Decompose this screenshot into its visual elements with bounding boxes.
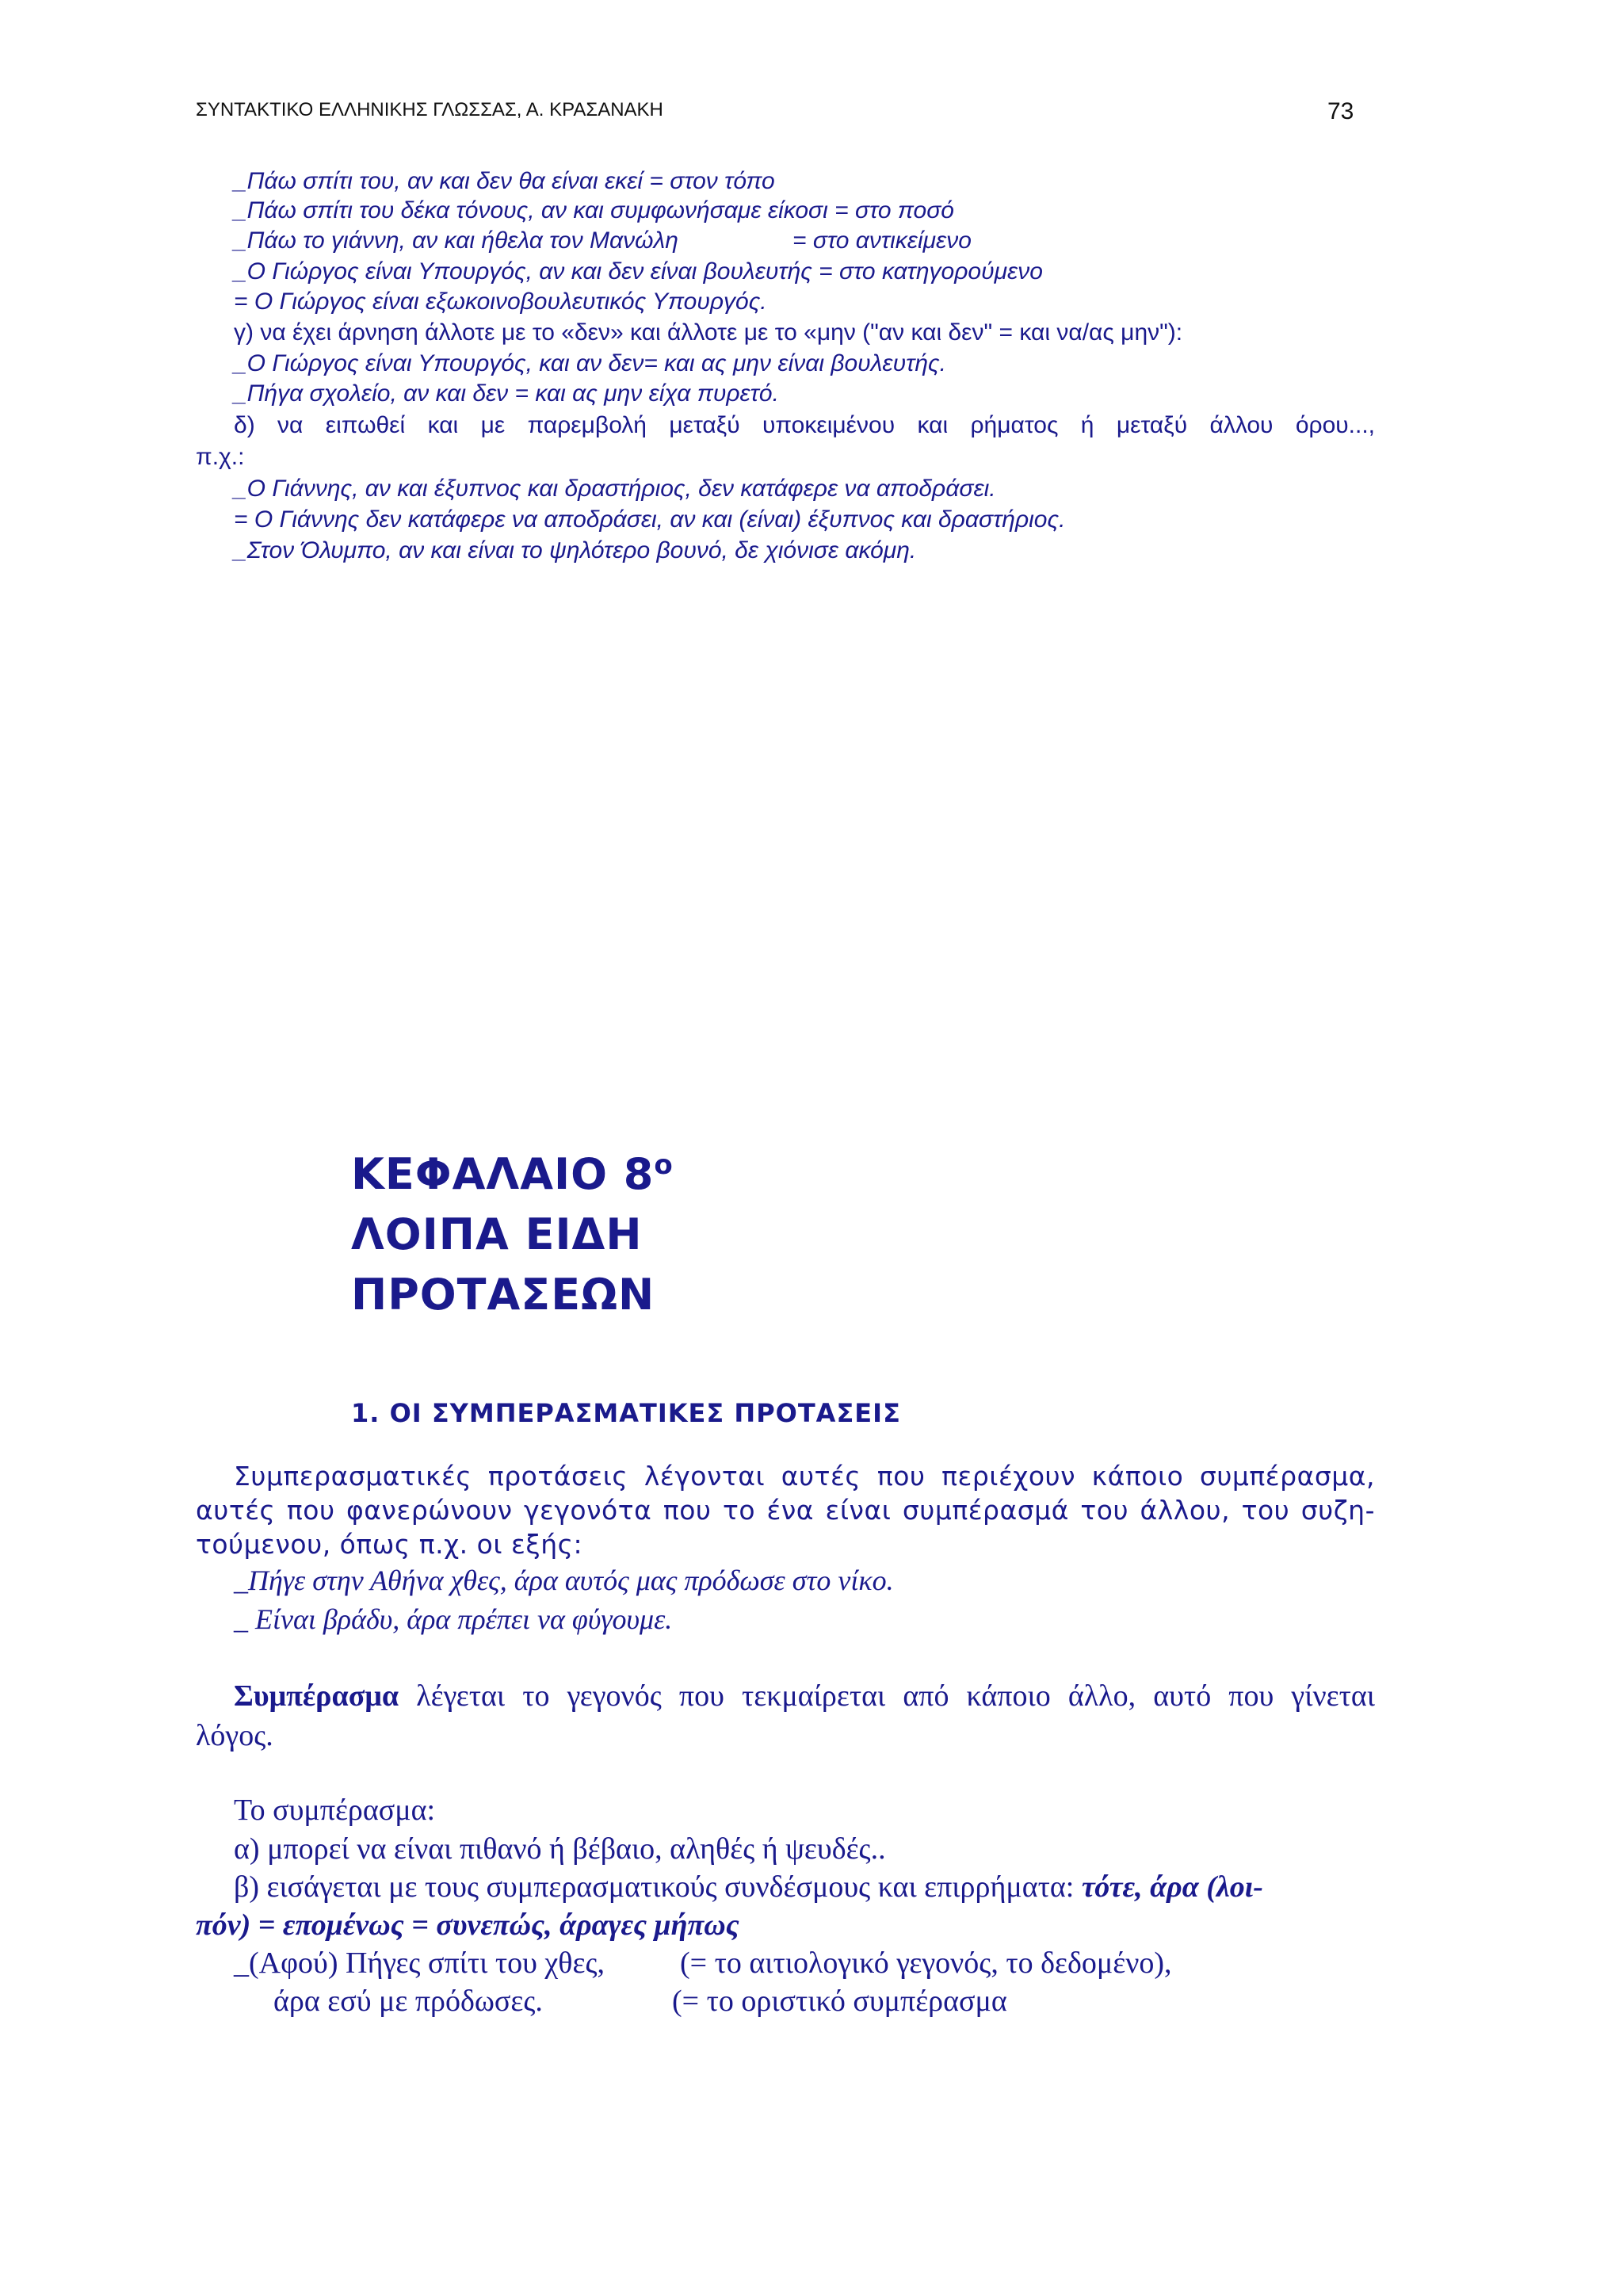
paragraph-line: αυτές που φανερώνουν γεγονότα που το ένα είναι συμπέρασμά του άλλου, του συζη- bbox=[196, 1495, 1375, 1526]
example-line: = Ο Γιώργος είναι εξωκοινοβουλευτικός Υπουργός. bbox=[234, 288, 767, 315]
definition-line: λόγος. bbox=[196, 1719, 273, 1752]
page-number: 73 bbox=[1327, 98, 1354, 124]
example-annotation: (= το αιτιολογικό γεγονός, το δεδομένο), bbox=[680, 1946, 1172, 1980]
example-line: _ Είναι βράδυ, άρα πρέπει να φύγουμε. bbox=[234, 1603, 673, 1635]
example-line: _Πάω σπίτι του, αν και δεν θα είναι εκεί = στον τόπο bbox=[234, 168, 775, 194]
notes-item-a: α) μπορεί να είναι πιθανό ή βέβαιο, αληθές ή ψευδές.. bbox=[234, 1832, 886, 1866]
rule-line-continuation: π.χ.: bbox=[196, 444, 245, 470]
notes-item-b-continuation: πόν) = επομένως = συνεπώς, άραγες μήπως bbox=[196, 1908, 739, 1942]
example-line: άρα εσύ με πρόδωσες. bbox=[273, 1985, 543, 2018]
rule-line: γ) να έχει άρνηση άλλοτε με το «δεν» και άλλοτε με το «μην ("αν και δεν" = και να/ας μην"): bbox=[234, 319, 1183, 346]
running-header: ΣΥΝΤΑΚΤΙΚΟ ΕΛΛΗΝΙΚΗΣ ΓΛΩΣΣΑΣ, Α. ΚΡΑΣΑΝΑΚΗ bbox=[196, 99, 663, 120]
example-line: _Πάω σπίτι του δέκα τόνους, αν και συμφωνήσαμε είκοσι = στο ποσό bbox=[234, 197, 954, 223]
example-line: _Ο Γιώργος είναι Υπουργός, αν και δεν είναι βουλευτής = στο κατηγορούμενο bbox=[234, 258, 1043, 285]
section-heading: 1. ΟΙ ΣΥΜΠΕΡΑΣΜΑΤΙΚΕΣ ΠΡΟΤΑΣΕΙΣ bbox=[351, 1398, 901, 1428]
paragraph-line: τούμενου, όπως π.χ. οι εξής: bbox=[196, 1529, 583, 1560]
example-line: _Ο Γιώργος είναι Υπουργός, και αν δεν= και ας μην είναι βουλευτής. bbox=[234, 350, 946, 376]
definition-term: Συμπέρασμα bbox=[234, 1679, 399, 1713]
definition-line: Συμπέρασμα λέγεται το γεγονός που τεκμαίρεται από κάποιο άλλο, αυτό που γίνεται bbox=[234, 1679, 1375, 1713]
notes-item-b: β) εισάγεται με τους συμπερασματικούς συνδέσμους και επιρρήματα: τότε, άρα (λοι- bbox=[234, 1870, 1263, 1904]
example-line-annotation: = στο αντικείμενο bbox=[792, 227, 972, 254]
example-line: _Ο Γιάννης, αν και έξυπνος και δραστήριος, δεν κατάφερε να αποδράσει. bbox=[234, 476, 996, 502]
example-line: _Πήγε στην Αθήνα χθες, άρα αυτός μας πρόδωσε στο νίκο. bbox=[234, 1564, 894, 1596]
example-line: _Στον Όλυμπο, αν και είναι το ψηλότερο βουνό, δε χιόνισε ακόμη. bbox=[234, 537, 917, 563]
chapter-title-line-1: ΚΕΦΑΛΑΙΟ $8^o$ bbox=[351, 1149, 674, 1199]
paragraph-line: Συμπερασματικές προτάσεις λέγονται αυτές που περιέχουν κάποιο συμπέρασμα, bbox=[234, 1461, 1375, 1492]
notes-heading: Το συμπέρασμα: bbox=[234, 1794, 436, 1827]
example-line: _(Αφού) Πήγες σπίτι του χθες, bbox=[234, 1946, 605, 1980]
rule-line: δ) να ειπωθεί και με παρεμβολή μεταξύ υποκειμένου και ρήματος ή μεταξύ άλλου όρου..., bbox=[234, 412, 1375, 438]
example-line: _Πήγα σχολείο, αν και δεν = και ας μην είχα πυρετό. bbox=[234, 380, 779, 407]
example-annotation: (= το οριστικό συμπέρασμα bbox=[672, 1985, 1007, 2018]
chapter-title-line-3: ΠΡΟΤΑΣΕΩΝ bbox=[351, 1270, 655, 1320]
example-line: _Πάω το γιάννη, αν και ήθελα τον Μανώλη bbox=[234, 227, 678, 254]
chapter-title-line-2: ΛΟΙΠΑ ΕΙΔΗ bbox=[351, 1209, 643, 1259]
example-line: = Ο Γιάννης δεν κατάφερε να αποδράσει, αν και (είναι) έξυπνος και δραστήριος. bbox=[234, 506, 1066, 533]
